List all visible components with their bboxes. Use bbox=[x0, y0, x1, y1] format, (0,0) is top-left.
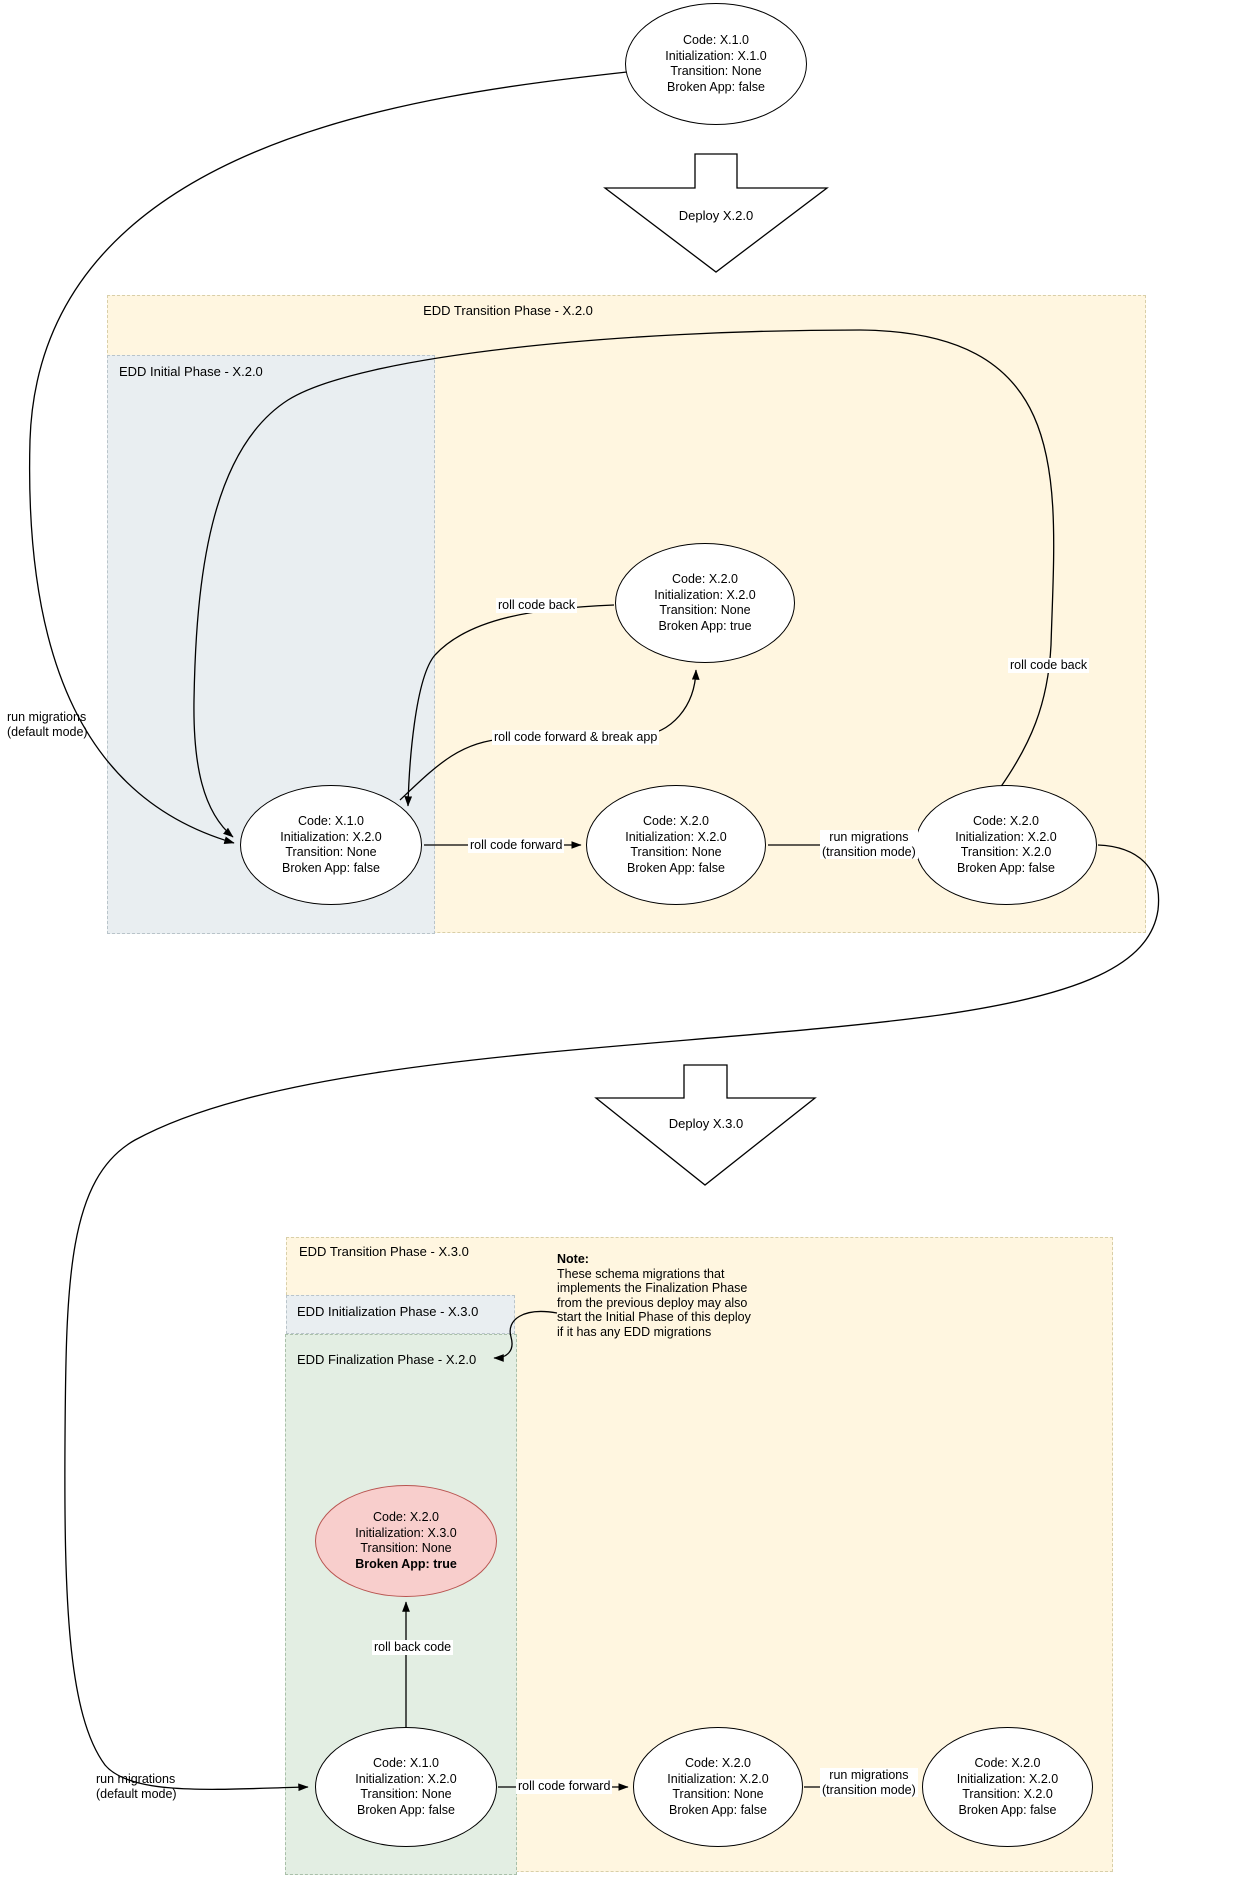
label-run-migrations-transition-bottom bbox=[820, 1768, 918, 1797]
note-line: if it has any EDD migrations bbox=[557, 1324, 712, 1339]
label-run-migrations-transition-mid bbox=[820, 830, 918, 859]
state-bottom-center bbox=[633, 1727, 803, 1847]
label-roll-code-back-mid: roll code back bbox=[498, 598, 576, 612]
state-line: Code: X.1.0 bbox=[297, 814, 364, 828]
state-bottom-left bbox=[315, 1727, 497, 1847]
state-line: Transition: None bbox=[360, 1787, 452, 1801]
state-line: Code: X.2.0 bbox=[974, 1756, 1041, 1770]
state-line-broken-app-true: Broken App: true bbox=[355, 1556, 457, 1571]
state-line: Broken App: false bbox=[958, 1802, 1057, 1817]
note-line: from the previous deploy may also bbox=[557, 1295, 748, 1310]
state-line: Code: X.2.0 bbox=[671, 572, 738, 586]
label-roll-code-forward-bottom: roll code forward bbox=[518, 1779, 611, 1793]
state-line: Broken App: false bbox=[282, 860, 380, 875]
note-line: These schema migrations that bbox=[557, 1266, 725, 1281]
state-line: Code: X.2.0 bbox=[684, 1756, 751, 1770]
label-line: run migrations bbox=[829, 830, 909, 844]
state-line: Code: X.2.0 bbox=[972, 814, 1039, 828]
label-line: (transition mode) bbox=[822, 1782, 916, 1797]
state-line: Initialization: X.2.0 bbox=[280, 829, 382, 844]
label-line: (default mode) bbox=[96, 1786, 177, 1801]
state-line: Code: X.1.0 bbox=[372, 1756, 439, 1770]
label-roll-code-forward-break: roll code forward & break app bbox=[494, 730, 658, 744]
state-line: Transition: None bbox=[285, 845, 377, 859]
state-line: Code: X.2.0 bbox=[642, 814, 709, 828]
edd-initialization-phase-x30-title: EDD Initialization Phase - X.3.0 bbox=[297, 1304, 479, 1319]
state-line: Broken App: false bbox=[357, 1802, 455, 1817]
state-line: Initialization: X.2.0 bbox=[955, 829, 1057, 844]
note-line: start the Initial Phase of this deploy bbox=[557, 1310, 751, 1325]
edd-finalization-phase-x20-title: EDD Finalization Phase - X.2.0 bbox=[297, 1352, 477, 1367]
state-line: Initialization: X.2.0 bbox=[355, 1771, 457, 1786]
state-line: Broken App: false bbox=[627, 860, 725, 875]
state-bottom-right bbox=[922, 1727, 1093, 1847]
edge-run-migrations-default-top bbox=[30, 72, 627, 843]
note-title: Note: bbox=[557, 1252, 589, 1266]
state-line: Initialization: X.2.0 bbox=[625, 829, 727, 844]
state-line: Initialization: X.3.0 bbox=[355, 1525, 457, 1540]
state-line: Initialization: X.2.0 bbox=[667, 1771, 769, 1786]
state-line: Transition: None bbox=[672, 1787, 764, 1801]
state-line: Code: X.1.0 bbox=[682, 33, 749, 47]
label-roll-code-forward-mid: roll code forward bbox=[470, 838, 563, 852]
state-line: Initialization: X.2.0 bbox=[654, 587, 756, 602]
state-broken-x30 bbox=[315, 1485, 497, 1597]
state-line: Transition: X.2.0 bbox=[962, 1787, 1053, 1801]
state-line: Transition: None bbox=[659, 603, 751, 617]
label-line: run migrations bbox=[7, 710, 87, 724]
state-mid-right bbox=[915, 785, 1097, 905]
state-mid-left bbox=[240, 785, 422, 905]
state-line: Initialization: X.2.0 bbox=[956, 1771, 1059, 1786]
state-line: Broken App: true bbox=[658, 618, 752, 633]
label-line: (default mode) bbox=[7, 724, 88, 739]
state-top-x10 bbox=[625, 3, 807, 125]
edge-note-pointer bbox=[494, 1312, 557, 1358]
label-line: (transition mode) bbox=[822, 844, 916, 859]
label-run-migrations-default-bottom bbox=[94, 1772, 179, 1801]
edd-transition-phase-x30-title: EDD Transition Phase - X.3.0 bbox=[299, 1244, 469, 1259]
state-broken-x20 bbox=[615, 543, 795, 663]
state-line: Initialization: X.1.0 bbox=[665, 48, 767, 63]
label-line: run migrations bbox=[96, 1772, 176, 1786]
state-line: Broken App: false bbox=[957, 860, 1055, 875]
deploy-x30-label: Deploy X.3.0 bbox=[668, 1116, 744, 1131]
deploy-x20-label: Deploy X.2.0 bbox=[678, 208, 754, 223]
note-block bbox=[557, 1252, 767, 1340]
label-line: run migrations bbox=[829, 1768, 909, 1782]
state-mid-center bbox=[586, 785, 766, 905]
state-line: Transition: None bbox=[360, 1541, 452, 1555]
state-line: Broken App: false bbox=[669, 1802, 767, 1817]
edd-transition-phase-x20-title: EDD Transition Phase - X.2.0 bbox=[423, 303, 593, 318]
state-line: Code: X.2.0 bbox=[372, 1510, 439, 1524]
label-run-migrations-default-top bbox=[5, 710, 90, 739]
label-roll-back-code: roll back code bbox=[374, 1640, 452, 1654]
note-line: implements the Finalization Phase bbox=[557, 1281, 748, 1296]
state-line: Transition: None bbox=[670, 64, 762, 78]
state-line: Broken App: false bbox=[667, 79, 765, 94]
state-line: Transition: None bbox=[630, 845, 722, 859]
edge-roll-code-back-mid bbox=[408, 605, 614, 806]
label-roll-code-back-right: roll code back bbox=[1010, 658, 1088, 672]
edd-initial-phase-x20-title: EDD Initial Phase - X.2.0 bbox=[119, 364, 263, 379]
state-line: Transition: X.2.0 bbox=[960, 845, 1052, 859]
